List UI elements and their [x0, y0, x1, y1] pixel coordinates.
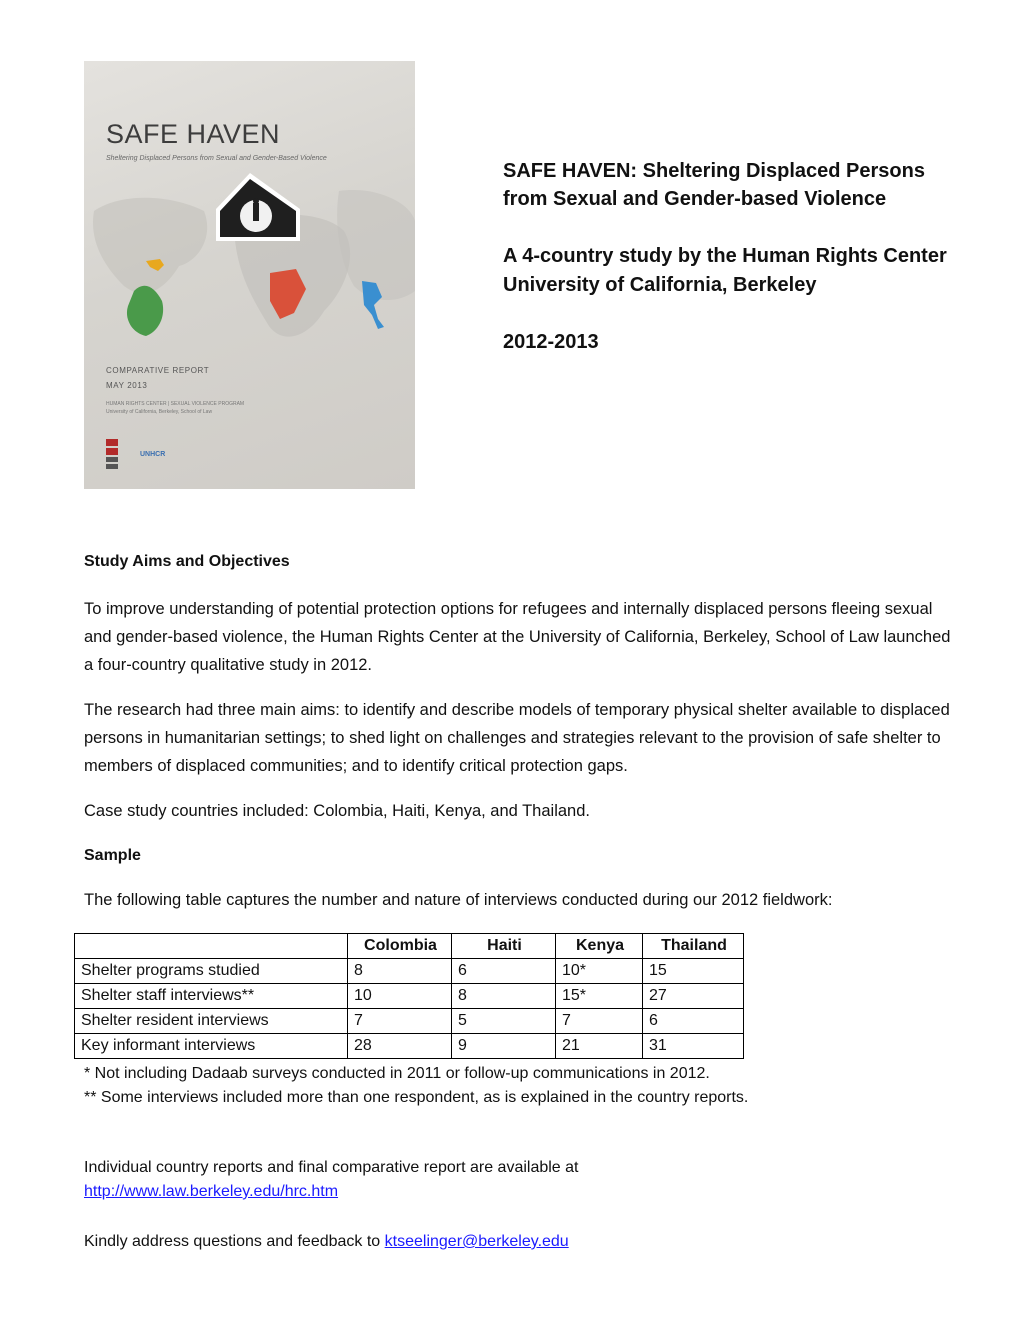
- colombia-shape: [127, 286, 163, 336]
- table-cell: 21: [556, 1034, 643, 1059]
- contact-line: [84, 1230, 569, 1254]
- table-row: [75, 984, 744, 1009]
- header-years: 2012-2013: [503, 331, 599, 353]
- aims-paragraph-2: The research had three main aims: to identify and describe models of temporary physical shelter available to displaced persons in humanitarian settings; to shed light on challenges and strategies relevant to the provision of safe shelter to members of displaced communities; and to identify critical protection gaps.: [84, 701, 950, 775]
- aims-heading: Study Aims and Objectives: [84, 553, 290, 570]
- header-title-line-1: SAFE HAVEN: Sheltering Displaced Persons: [503, 160, 925, 182]
- house-icon: [216, 173, 300, 241]
- cover-school: University of California, Berkeley, School of Law: [106, 409, 213, 415]
- interviews-table: [74, 933, 744, 1059]
- table-header-cell: Kenya: [556, 934, 643, 959]
- unhcr-logo: UNHCR: [140, 451, 166, 458]
- reports-availability-text: Individual country reports and final comparative report are available at: [84, 1159, 579, 1176]
- sample-intro: The following table captures the number and nature of interviews conducted during our 2012 fieldwork:: [84, 891, 833, 909]
- aims-paragraph-3: Case study countries included: Colombia, Haiti, Kenya, and Thailand.: [84, 802, 590, 820]
- table-header-cell: Haiti: [452, 934, 556, 959]
- hrc-logo: [106, 439, 118, 471]
- report-cover-image: [84, 61, 415, 489]
- table-cell: 15: [643, 959, 744, 984]
- table-cell: 7: [348, 1009, 452, 1034]
- cover-report-type: COMPARATIVE REPORT: [106, 366, 210, 375]
- table-row: [75, 1009, 744, 1034]
- table-cell: Shelter resident interviews: [75, 1009, 348, 1034]
- header-study-line-2: University of California, Berkeley: [503, 274, 817, 296]
- table-cell: Key informant interviews: [75, 1034, 348, 1059]
- table-cell: 6: [643, 1009, 744, 1034]
- table-cell: 8: [452, 984, 556, 1009]
- table-cell: 15*: [556, 984, 643, 1009]
- contact-text: Kindly address questions and feedback to: [84, 1233, 381, 1250]
- table-row: [75, 959, 744, 984]
- header-title-line-2: from Sexual and Gender-based Violence: [503, 188, 887, 210]
- table-cell: Shelter programs studied: [75, 959, 348, 984]
- table-row: [75, 1034, 744, 1059]
- cover-date: MAY 2013: [106, 381, 148, 390]
- contact-email-link[interactable]: ktseelinger@berkeley.edu: [384, 1233, 569, 1250]
- reports-link-line: [84, 1180, 338, 1204]
- header-study-line-1: A 4-country study by the Human Rights Center: [503, 245, 947, 267]
- table-cell: 8: [348, 959, 452, 984]
- table-cell: 5: [452, 1009, 556, 1034]
- table-header-cell: [75, 934, 348, 959]
- cover-title: SAFE HAVEN: [106, 119, 281, 149]
- table-cell: 28: [348, 1034, 452, 1059]
- table-cell: 31: [643, 1034, 744, 1059]
- table-cell: Shelter staff interviews**: [75, 984, 348, 1009]
- aims-paragraph-1: To improve understanding of potential protection options for refugees and internally displaced persons fleeing sexual and gender-based violence, the Human Rights Center at the University of California, Berkeley, School of Law launched a four-country qualitative study in 2012.: [84, 600, 951, 674]
- table-cell: 27: [643, 984, 744, 1009]
- table-header-row: [75, 934, 744, 959]
- table-header-cell: Colombia: [348, 934, 452, 959]
- table-cell: 9: [452, 1034, 556, 1059]
- cover-program: HUMAN RIGHTS CENTER | SEXUAL VIOLENCE PROGRAM: [106, 401, 245, 407]
- table-cell: 10*: [556, 959, 643, 984]
- table-header-cell: Thailand: [643, 934, 744, 959]
- table-cell: 10: [348, 984, 452, 1009]
- sample-heading: Sample: [84, 847, 141, 864]
- table-footnote-2: ** Some interviews included more than one respondent, as is explained in the country reports.: [84, 1089, 749, 1106]
- table-cell: 6: [452, 959, 556, 984]
- cover-subtitle: Sheltering Displaced Persons from Sexual and Gender-Based Violence: [106, 155, 327, 162]
- reports-link[interactable]: http://www.law.berkeley.edu/hrc.htm: [84, 1183, 339, 1200]
- table-cell: 7: [556, 1009, 643, 1034]
- table-footnote-1: * Not including Dadaab surveys conducted in 2011 or follow-up communications in 2012.: [84, 1065, 710, 1082]
